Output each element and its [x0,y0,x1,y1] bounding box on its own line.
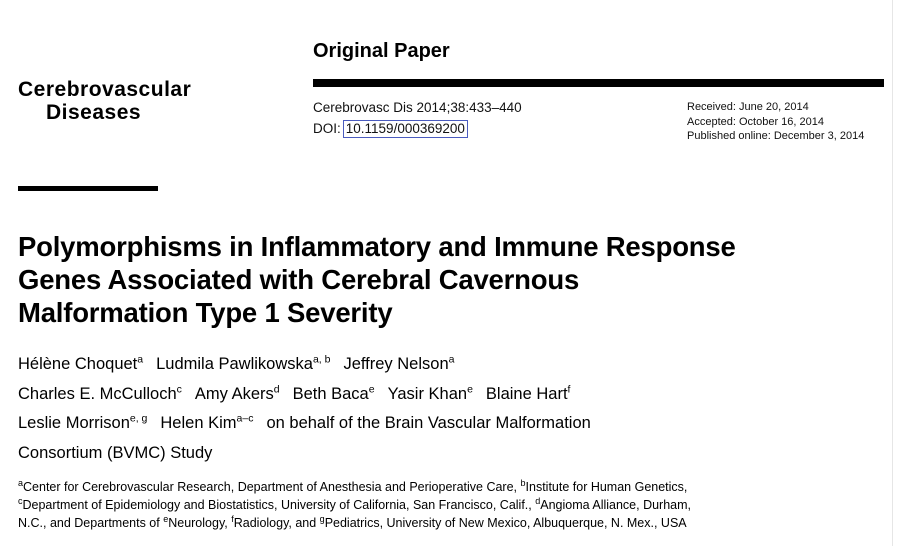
author-affiliation-marker: c [176,383,182,395]
title-divider-rule [18,186,158,191]
journal-header [0,0,900,178]
affiliation-text: Pediatrics, University of New Mexico, Albuquerque, N. Mex., USA [324,516,687,530]
author-name: Ludmila Pawlikowska [156,355,313,373]
author-affiliation-marker: a [137,353,144,366]
affiliation-marker: a [18,477,24,488]
affiliation-marker: f [231,513,234,524]
author-group-prefix: on behalf of the Brain Vascular Malformation [266,414,591,432]
affiliation-text: Radiology, and [233,516,320,530]
author-line-2 [18,380,778,410]
author-affiliation-marker: f [567,383,571,395]
author-affiliation-marker: e [368,383,375,395]
affiliations [18,478,698,532]
affiliation-text: Center for Cerebrovascular Research, Department of Anesthesia and Perioperative Care, [23,480,521,494]
affiliation-text: Department of Epidemiology and Biostatistics, University of California, San Francisco, Calif., [22,498,536,512]
author-line-3 [18,409,778,439]
author-name: Hélène Choquet [18,355,138,373]
accepted-date: Accepted: October 16, 2014 [687,115,824,128]
author-name: Jeffrey Nelson [343,355,449,373]
doi-label: DOI: [313,121,341,136]
author-affiliation-marker: e, g [129,412,148,425]
journal-logo [18,78,248,124]
page-bottom-strip [0,546,900,552]
affiliation-marker: c [18,495,23,506]
journal-logo-line2: Diseases [46,101,142,124]
author-name: Beth Baca [292,384,369,403]
journal-logo-line1: Cerebrovascular [18,78,192,101]
affiliation-marker: d [535,495,541,506]
affiliation-marker: b [520,477,526,488]
affiliation-marker: e [163,513,169,524]
published-date: Published online: December 3, 2014 [687,130,865,142]
page-title: Polymorphisms in Inflammatory and Immune Response Genes Associated with Cerebral Cavernous Malformation Type 1 Severity [18,231,736,329]
page-right-edge [892,0,900,552]
author-affiliation-marker: e [467,383,473,395]
author-name: Blaine Hart [485,384,568,403]
author-name: Helen Kim [160,414,237,432]
affiliation-text: Angioma Alliance, Durham, N.C., and Departments of [18,498,692,530]
author-group-suffix: Consortium (BVMC) Study [18,443,213,462]
author-affiliation-marker: a, b [312,353,331,366]
author-affiliation-marker: a [448,353,455,366]
author-name: Amy Akers [194,384,274,403]
author-affiliation-marker: d [273,383,280,395]
author-affiliation-marker: a–c [236,412,254,425]
citation-line: Cerebrovasc Dis 2014;38:433–440 [313,100,522,115]
author-name: Yasir Khan [387,384,468,403]
header-rule [313,79,884,87]
affiliation-text: Neurology, [168,516,232,530]
author-line-1 [18,350,778,380]
author-list [18,350,778,468]
doi-link[interactable]: 10.1159/000369200 [343,120,468,138]
article-type-label: Original Paper [313,40,450,62]
author-name: Leslie Morrison [18,414,130,432]
publication-dates [687,100,864,144]
received-date: Received: June 20, 2014 [687,101,809,113]
affiliation-marker: g [319,513,325,524]
author-name: Charles E. McCulloch [18,384,177,403]
doi-line [313,119,468,138]
affiliation-text: Institute for Human Genetics, [525,480,688,494]
